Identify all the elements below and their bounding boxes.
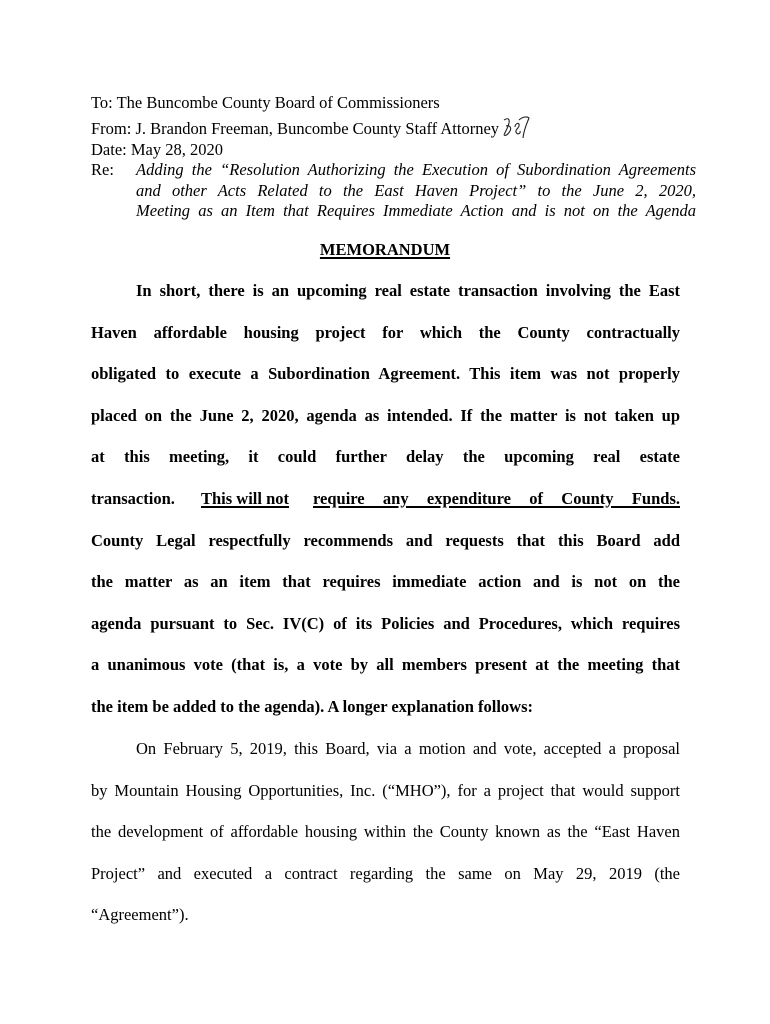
memo-header [91, 93, 701, 222]
summary-line: at this meeting, it could further delay the upcoming real estate [91, 447, 680, 467]
summary-line: County Legal respectfully recommends and requests that this Board add [91, 530, 680, 550]
memo-to: To: The Buncombe County Board of Commissioners [91, 93, 440, 112]
summary-line: In short, there is an upcoming real estate transaction involving the East [136, 281, 680, 300]
summary-line: Haven affordable housing project for which the County contractually [91, 322, 680, 342]
memo-date: Date: May 28, 2020 [91, 139, 223, 159]
explanation-line: by Mountain Housing Opportunities, Inc. (“MHO”), for a project that would support [91, 780, 680, 800]
re-line-1: Adding the “Resolution Authorizing the Execution of Subordination Agreements [136, 160, 696, 179]
memo-from: From: J. Brandon Freeman, Buncombe County Staff Attorney [91, 118, 500, 138]
re-line-3: Meeting as an Item that Requires Immediate Action and is not on the Agenda [136, 201, 696, 220]
underlined-statement-b: require any expenditure of County Funds. [313, 489, 680, 508]
memo-title-text: MEMORANDUM [319, 240, 451, 259]
summary-line-underlined [91, 488, 680, 510]
memo-from-row [91, 114, 701, 140]
re-line-2: and other Acts Related to the East Haven Project” to the June 2, 2020, [136, 180, 696, 200]
memo-re-subject [136, 160, 696, 222]
underlined-statement-a: This will not [201, 489, 290, 508]
explanation-line: “Agreement”). [91, 905, 189, 925]
memo-re-label: Re: [91, 160, 114, 179]
summary-line: agenda pursuant to Sec. IV(C) of its Policies and Procedures, which requires [91, 613, 680, 633]
explanation-line: Project” and executed a contract regarding the same on May 29, 2019 (the [91, 863, 680, 883]
memo-re-row [91, 160, 701, 222]
summary-line-start: transaction. [91, 489, 175, 508]
summary-line: the item be added to the agenda). A longer explanation follows: [91, 697, 533, 716]
summary-line: a unanimous vote (that is, a vote by all members present at the meeting that [91, 655, 680, 675]
summary-line: the matter as an item that requires immediate action and is not on the [91, 572, 680, 592]
summary-line: placed on the June 2, 2020, agenda as intended. If the matter is not taken up [91, 405, 680, 425]
summary-line: obligated to execute a Subordination Agreement. This item was not properly [91, 364, 680, 384]
explanation-line: On February 5, 2019, this Board, via a motion and vote, accepted a proposal [136, 739, 680, 758]
handwritten-initials-signature [501, 114, 531, 140]
explanation-line: the development of affordable housing within the County known as the “East Haven [91, 822, 680, 842]
memo-title [0, 240, 770, 260]
